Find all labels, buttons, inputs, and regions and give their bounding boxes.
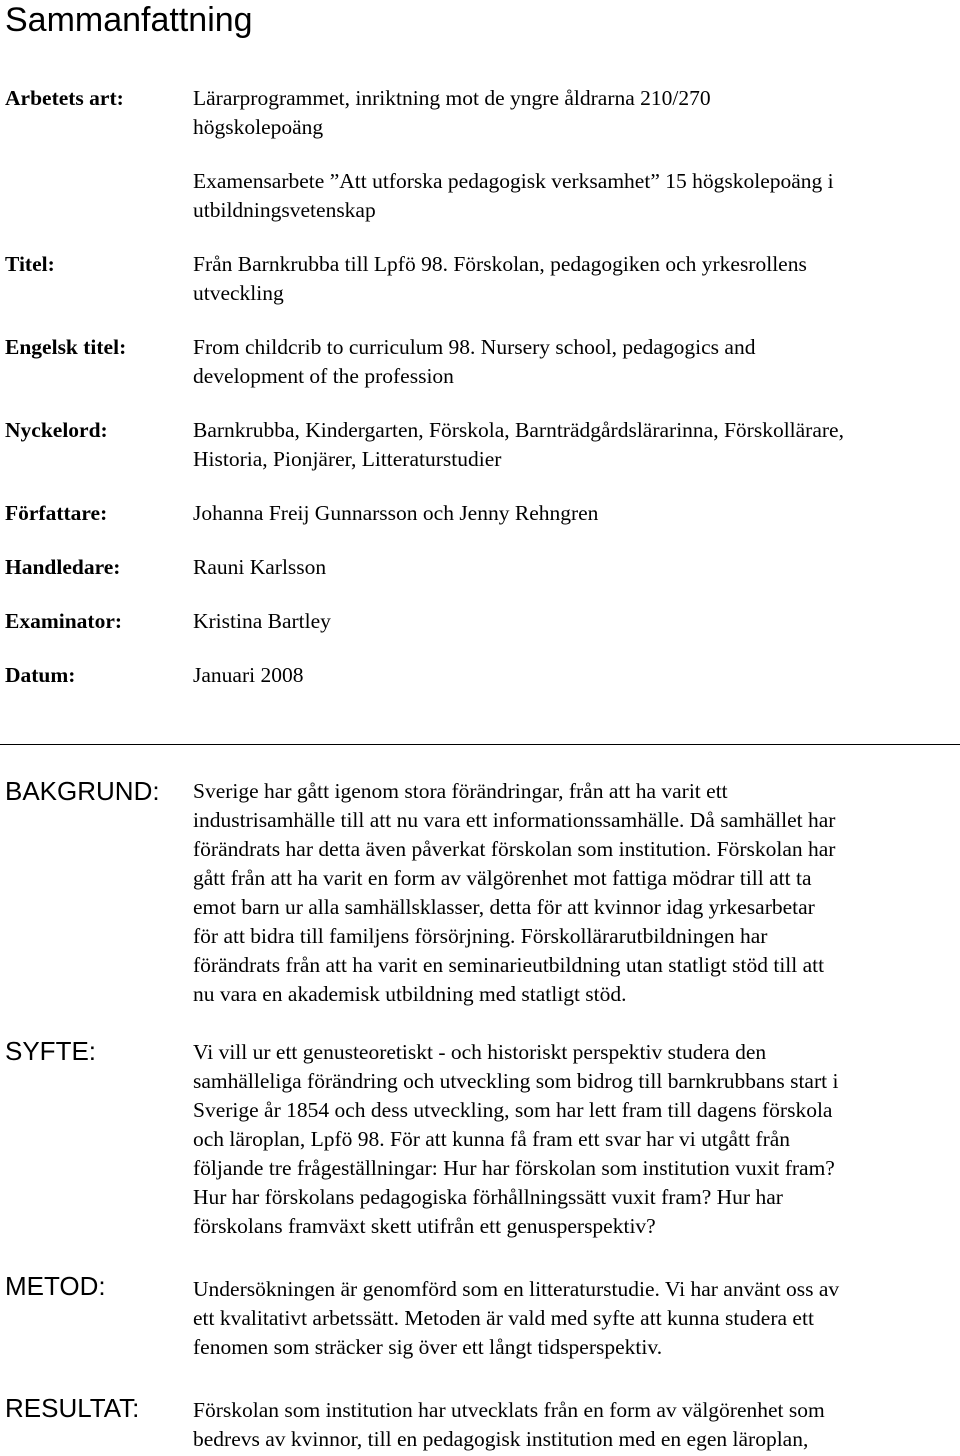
- section-body-syfte-line-4: och läroplan, Lpfö 98. För att kunna få fram ett svar har vi utgått från: [193, 1127, 791, 1151]
- value-examensarbete-line-1: Examensarbete ”Att utforska pedagogisk verksamhet” 15 högskolepoäng i: [193, 169, 834, 193]
- section-body-resultat-line-2: bedrevs av kvinnor, till en pedagogisk institution med en egen läroplan,: [193, 1427, 809, 1451]
- value-titel-line-1: Från Barnkrubba till Lpfö 98. Förskolan, pedagogiken och yrkesrollens: [193, 252, 807, 276]
- section-body-syfte-line-5: följande tre frågeställningar: Hur har förskolan som institution vuxit fram?: [193, 1156, 835, 1180]
- value-titel-line-2: utveckling: [193, 281, 284, 305]
- label-nyckelord: Nyckelord:: [5, 418, 108, 442]
- section-body-syfte-line-6: Hur har förskolans pedagogiska förhållningssätt vuxit fram? Hur har: [193, 1185, 783, 1209]
- label-forfattare: Författare:: [5, 501, 108, 525]
- value-datum: Januari 2008: [193, 663, 304, 687]
- section-body-bakgrund-line-3: förändrats har detta även påverkat förskolan som institution. Förskolan har: [193, 837, 836, 861]
- section-label-resultat: RESULTAT:: [5, 1393, 140, 1423]
- section-label-metod: METOD:: [5, 1271, 106, 1301]
- value-examensarbete-line-2: utbildningsvetenskap: [193, 198, 376, 222]
- value-engelsk-titel-line-1: From childcrib to curriculum 98. Nursery school, pedagogics and: [193, 335, 756, 359]
- section-body-bakgrund-line-8: nu vara en akademisk utbildning med statligt stöd.: [193, 982, 627, 1006]
- section-body-syfte-line-1: Vi vill ur ett genusteoretiskt - och historiskt perspektiv studera den: [193, 1040, 767, 1064]
- section-body-resultat-line-1: Förskolan som institution har utvecklats från en form av välgörenhet som: [193, 1398, 825, 1422]
- value-forfattare: Johanna Freij Gunnarsson och Jenny Rehngren: [193, 501, 599, 525]
- horizontal-divider: [0, 744, 960, 745]
- section-label-bakgrund: BAKGRUND:: [5, 776, 160, 806]
- value-engelsk-titel-line-2: development of the profession: [193, 364, 454, 388]
- label-engelsk-titel: Engelsk titel:: [5, 335, 127, 359]
- label-handledare: Handledare:: [5, 555, 121, 579]
- value-examinator: Kristina Bartley: [193, 609, 331, 633]
- section-body-bakgrund-line-5: emot barn ur alla samhällsklasser, detta för att kvinnor idag yrkesarbetar: [193, 895, 815, 919]
- section-body-bakgrund-line-2: industrisamhälle till att nu vara ett informationssamhälle. Då samhället har: [193, 808, 836, 832]
- section-body-metod-line-2: ett kvalitativt arbetssätt. Metoden är vald med syfte att kunna studera ett: [193, 1306, 814, 1330]
- section-label-syfte: SYFTE:: [5, 1036, 97, 1066]
- section-body-syfte-line-2: samhälleliga förändring och utveckling som bidrog till barnkrubbans start i: [193, 1069, 839, 1093]
- label-titel: Titel:: [5, 252, 55, 276]
- section-body-bakgrund-line-4: gått från att ha varit en form av välgörenhet mot fattiga mödrar till att ta: [193, 866, 812, 890]
- section-body-metod-line-1: Undersökningen är genomförd som en litteraturstudie. Vi har använt oss av: [193, 1277, 840, 1301]
- section-body-syfte-line-3: Sverige år 1854 och dess utveckling, som har lett fram till dagens förskola: [193, 1098, 833, 1122]
- label-examinator: Examinator:: [5, 609, 123, 633]
- label-datum: Datum:: [5, 663, 76, 687]
- page-title: Sammanfattning: [5, 1, 253, 39]
- section-body-bakgrund-line-1: Sverige har gått igenom stora förändringar, från att ha varit ett: [193, 779, 728, 803]
- section-body-syfte-line-7: förskolans framväxt skett utifrån ett genusperspektiv?: [193, 1214, 656, 1238]
- section-body-metod-line-3: fenomen som sträcker sig över ett långt tidsperspektiv.: [193, 1335, 663, 1359]
- value-nyckelord-line-1: Barnkrubba, Kindergarten, Förskola, Barnträdgårdslärarinna, Förskollärare,: [193, 418, 844, 442]
- value-handledare: Rauni Karlsson: [193, 555, 327, 579]
- section-body-bakgrund-line-6: för att bidra till familjens försörjning. Förskollärarutbildningen har: [193, 924, 768, 948]
- label-arbetets-art: Arbetets art:: [5, 86, 124, 110]
- value-arbetets-art-line-2: högskolepoäng: [193, 115, 324, 139]
- section-body-bakgrund-line-7: förändrats från att ha varit en seminarieutbildning utan statligt stöd till att: [193, 953, 825, 977]
- value-arbetets-art-line-1: Lärarprogrammet, inriktning mot de yngre åldrarna 210/270: [193, 86, 711, 110]
- value-nyckelord-line-2: Historia, Pionjärer, Litteraturstudier: [193, 447, 502, 471]
